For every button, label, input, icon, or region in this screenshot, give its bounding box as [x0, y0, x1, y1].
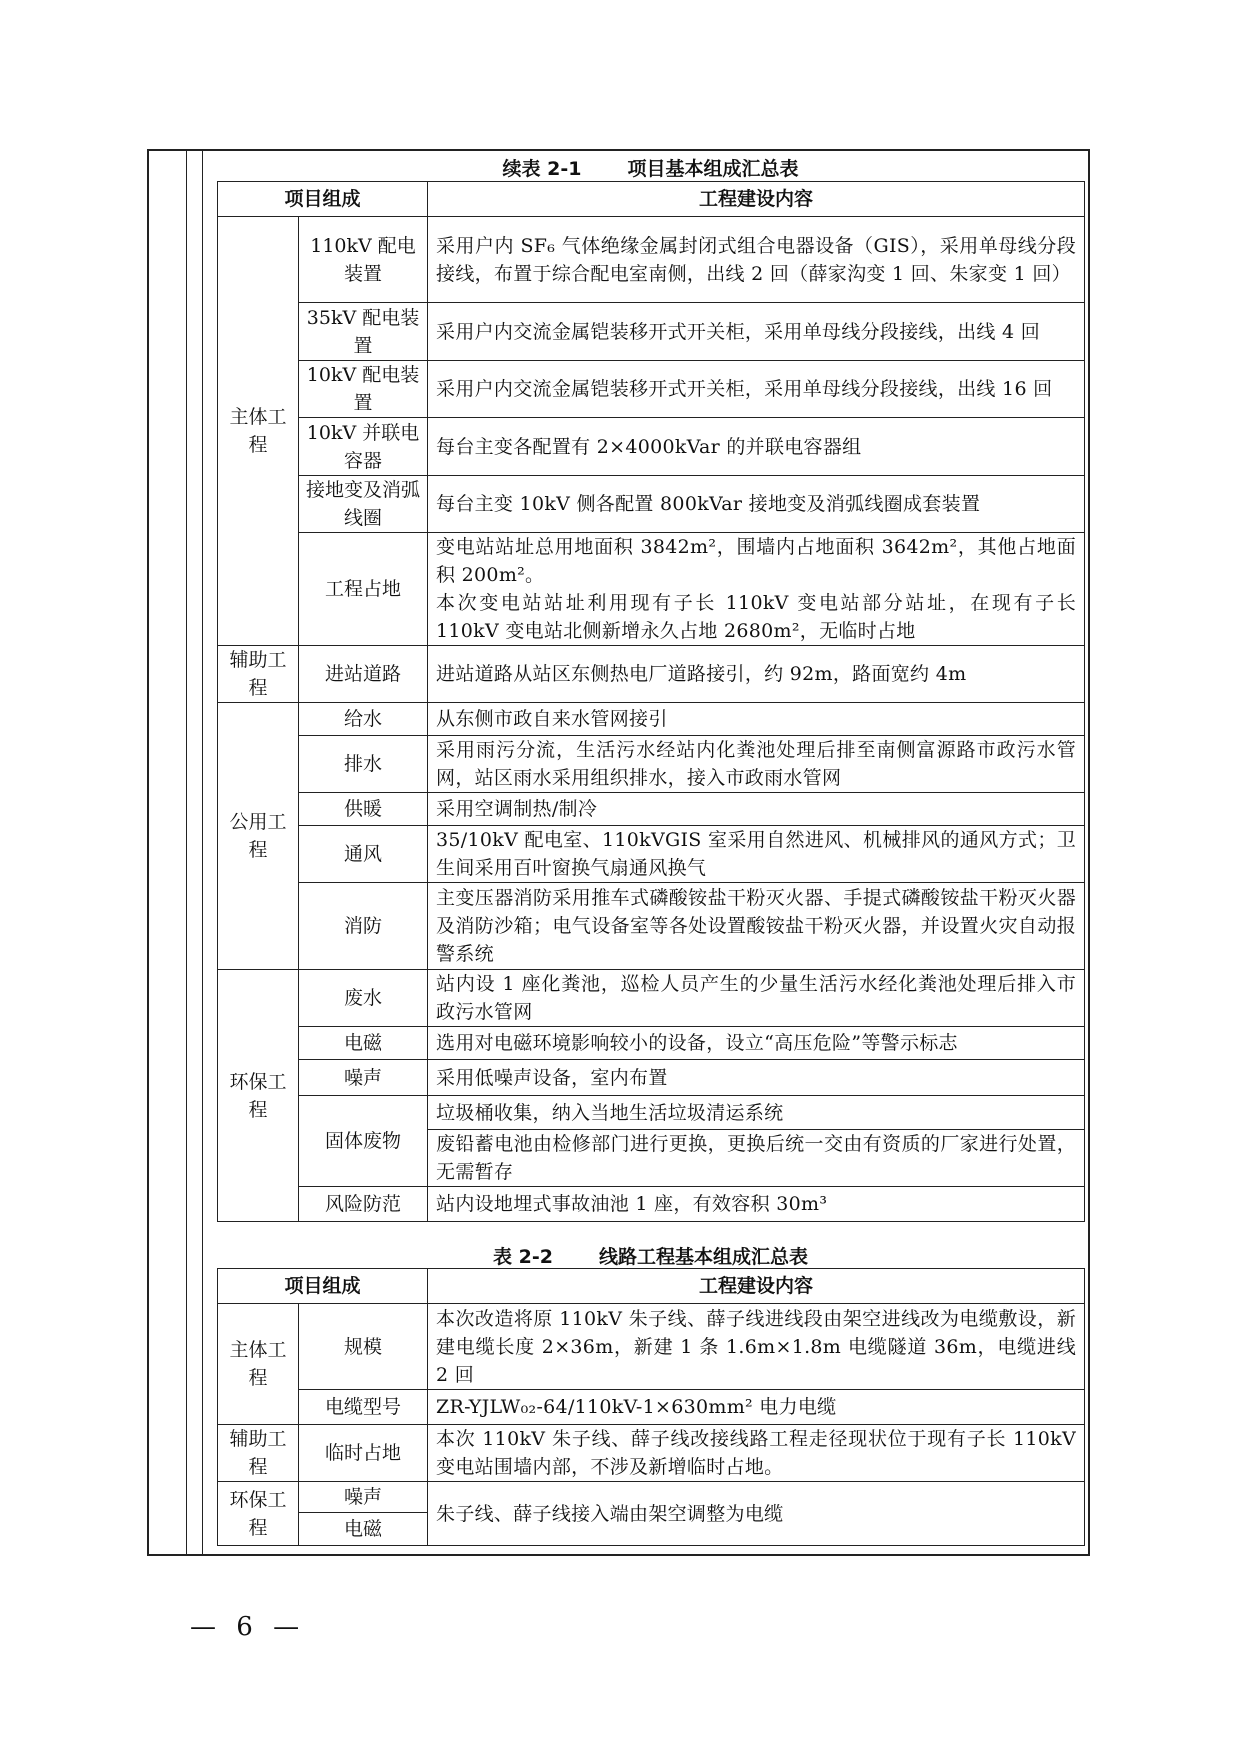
- group-label: 主体工程: [218, 1304, 299, 1425]
- table-row: [218, 533, 1085, 646]
- table-row: [218, 1027, 1085, 1060]
- table-row: [218, 1187, 1085, 1222]
- item-label: 供暖: [299, 793, 428, 826]
- table2-header-row: [218, 1269, 1085, 1304]
- item-label: 电磁: [299, 1513, 428, 1546]
- table-row: [218, 793, 1085, 826]
- table-row: [218, 1390, 1085, 1425]
- table2: [217, 1268, 1085, 1546]
- item-label: 10kV 配电装置: [299, 361, 428, 418]
- table-row: [218, 418, 1085, 476]
- table2-header-item: 项目组成: [218, 1269, 428, 1304]
- item-content-para1: 变电站站址总用地面积 3842m²，围墙内占地面积 3642m²，其他占地面积 200m²。: [436, 536, 1077, 586]
- item-content: 站内设地埋式事故油池 1 座，有效容积 30m³: [428, 1187, 1085, 1222]
- item-content: 进站道路从站区东侧热电厂道路接引，约 92m，路面宽约 4m: [428, 646, 1085, 703]
- item-content: 主变压器消防采用推车式磷酸铵盐干粉灭火器、手提式磷酸铵盐干粉灭火器及消防沙箱；电气设备室等各处设置酸铵盐干粉灭火器，并设置火灾自动报警系统: [428, 883, 1085, 970]
- item-label: 消防: [299, 883, 428, 970]
- item-content: 采用户内 SF₆ 气体绝缘金属封闭式组合电器设备（GIS），采用单母线分段接线，布置于综合配电室南侧，出线 2 回（薛家沟变 1 回、朱家变 1 回）: [428, 217, 1085, 303]
- table1: [217, 181, 1085, 1222]
- group-label: 公用工程: [218, 703, 299, 970]
- item-label: 噪声: [299, 1482, 428, 1513]
- table-row: [218, 736, 1085, 793]
- item-label: 电缆型号: [299, 1390, 428, 1425]
- group-label: 辅助工程: [218, 1425, 299, 1482]
- margin-line-outer: [186, 151, 187, 1554]
- table2-caption: [217, 1242, 1084, 1269]
- item-label: 10kV 并联电容器: [299, 418, 428, 476]
- item-content: 每台主变各配置有 2×4000kVar 的并联电容器组: [428, 418, 1085, 476]
- item-content: 采用户内交流金属铠装移开式开关柜，采用单母线分段接线，出线 4 回: [428, 303, 1085, 361]
- table1-header-item: 项目组成: [218, 182, 428, 217]
- table-row: [218, 476, 1085, 533]
- item-label: 35kV 配电装置: [299, 303, 428, 361]
- table-row: [218, 970, 1085, 1027]
- item-content: 35/10kV 配电室、110kVGIS 室采用自然进风、机械排风的通风方式；卫生间采用百叶窗换气扇通风换气: [428, 826, 1085, 883]
- group-label: 主体工程: [218, 217, 299, 646]
- item-content: 采用低噪声设备，室内布置: [428, 1060, 1085, 1096]
- item-label: 110kV 配电装置: [299, 217, 428, 303]
- item-content: 废铅蓄电池由检修部门进行更换，更换后统一交由有资质的厂家进行处置，无需暂存: [428, 1130, 1085, 1187]
- table2-caption-number: 表 2-2: [493, 1246, 553, 1268]
- item-label: 固体废物: [299, 1096, 428, 1187]
- page-number: — 6 —: [190, 1612, 306, 1642]
- table-row: [218, 883, 1085, 970]
- item-content: 本次改造将原 110kV 朱子线、薛子线进线段由架空进线改为电缆敷设，新建电缆长度 2×36m，新建 1 条 1.6m×1.8m 电缆隧道 36m，电缆进线 2 回: [428, 1304, 1085, 1390]
- item-content: 本次 110kV 朱子线、薛子线改接线路工程走径现状位于现有子长 110kV 变电站围墙内部，不涉及新增临时占地。: [428, 1425, 1085, 1482]
- item-content: 朱子线、薛子线接入端由架空调整为电缆: [428, 1482, 1085, 1546]
- table-row: [218, 217, 1085, 303]
- item-label: 规模: [299, 1304, 428, 1390]
- table-row: [218, 1425, 1085, 1482]
- item-label: 工程占地: [299, 533, 428, 646]
- item-label: 废水: [299, 970, 428, 1027]
- table1-header-content: 工程建设内容: [428, 182, 1085, 217]
- item-label: 接地变及消弧线圈: [299, 476, 428, 533]
- item-content: [428, 533, 1085, 646]
- table1-header-row: [218, 182, 1085, 217]
- item-content: 采用空调制热/制冷: [428, 793, 1085, 826]
- item-label: 排水: [299, 736, 428, 793]
- group-label: 环保工程: [218, 970, 299, 1222]
- group-label: 环保工程: [218, 1482, 299, 1546]
- item-label: 给水: [299, 703, 428, 736]
- table2-header-content: 工程建设内容: [428, 1269, 1085, 1304]
- table1-caption: [217, 154, 1084, 181]
- item-label: 临时占地: [299, 1425, 428, 1482]
- item-label: 电磁: [299, 1027, 428, 1060]
- item-content: 垃圾桶收集，纳入当地生活垃圾清运系统: [428, 1096, 1085, 1130]
- table-row: [218, 1304, 1085, 1390]
- table-row: [218, 646, 1085, 703]
- table1-caption-number: 续表 2-1: [502, 158, 582, 180]
- item-label: 风险防范: [299, 1187, 428, 1222]
- table-row: [218, 303, 1085, 361]
- group-label: 辅助工程: [218, 646, 299, 703]
- item-content: 选用对电磁环境影响较小的设备，设立“高压危险”等警示标志: [428, 1027, 1085, 1060]
- table-row: [218, 1482, 1085, 1513]
- item-content: 站内设 1 座化粪池，巡检人员产生的少量生活污水经化粪池处理后排入市政污水管网: [428, 970, 1085, 1027]
- margin-line-inner: [202, 151, 203, 1554]
- item-label: 通风: [299, 826, 428, 883]
- table-row: [218, 1096, 1085, 1130]
- item-label: 进站道路: [299, 646, 428, 703]
- table-row: [218, 1060, 1085, 1096]
- item-content: 采用户内交流金属铠装移开式开关柜，采用单母线分段接线，出线 16 回: [428, 361, 1085, 418]
- table-row: [218, 703, 1085, 736]
- item-content: ZR-YJLW₀₂-64/110kV-1×630mm² 电力电缆: [428, 1390, 1085, 1425]
- item-content-para2: 本次变电站站址利用现有子长 110kV 变电站部分站址，在现有子长 110kV 变电站北侧新增永久占地 2680m²，无临时占地: [436, 592, 1077, 642]
- table2-caption-title: 线路工程基本组成汇总表: [598, 1246, 808, 1268]
- item-content: 采用雨污分流，生活污水经站内化粪池处理后排至南侧富源路市政污水管网，站区雨水采用组织排水，接入市政雨水管网: [428, 736, 1085, 793]
- table-row: [218, 361, 1085, 418]
- item-content: 每台主变 10kV 侧各配置 800kVar 接地变及消弧线圈成套装置: [428, 476, 1085, 533]
- item-label: 噪声: [299, 1060, 428, 1096]
- item-content: 从东侧市政自来水管网接引: [428, 703, 1085, 736]
- table1-caption-title: 项目基本组成汇总表: [627, 158, 799, 180]
- table-row: [218, 826, 1085, 883]
